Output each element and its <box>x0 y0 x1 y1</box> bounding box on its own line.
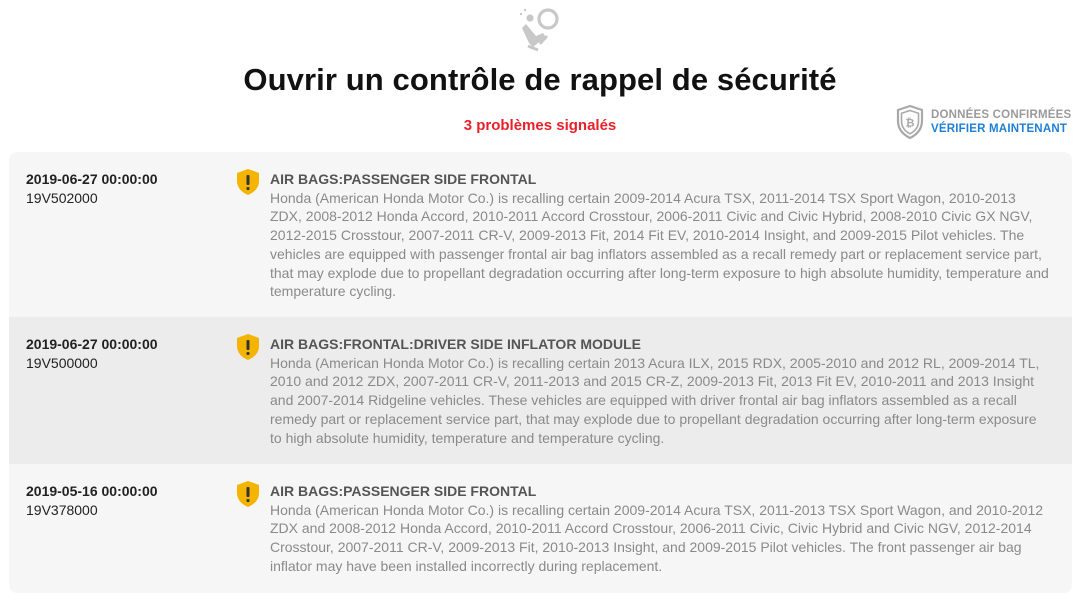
verify-now-link[interactable]: VÉRIFIER MAINTENANT <box>931 123 1068 135</box>
recall-component: AIR BAGS:PASSENGER SIDE FRONTAL <box>270 483 537 499</box>
recall-list <box>9 152 1072 593</box>
recall-row <box>9 317 1072 464</box>
recall-component: AIR BAGS:PASSENGER SIDE FRONTAL <box>270 171 537 187</box>
recall-date: 2019-06-27 00:00:00 <box>26 171 158 187</box>
recall-details <box>270 335 1050 447</box>
recall-campaign-number: 19V378000 <box>26 502 98 518</box>
recall-campaign-number: 19V500000 <box>26 355 98 371</box>
recall-details <box>270 170 1050 301</box>
recall-date: 2019-05-16 00:00:00 <box>26 483 158 499</box>
recall-summary: Honda (American Honda Motor Co.) is recalling certain 2009-2014 Acura TSX, 2011-2013 TSX Sport Wagon, and 2010-2012 ZDX and 2008-2012 Honda Accord, 2010-2011 Accord Crosstour, 2006-2011 Civic, Civic Hybrid and Civic NGV, 2012-2014 Crosstour, 2007-2011 CR-V, 2009-2013 Fit, 2010-2013 Insight, and 2009-2015 Pilot vehicles. The front passenger air bag inflator may have been installed incorrectly during replacement. <box>270 501 1044 574</box>
recall-component: AIR BAGS:FRONTAL:DRIVER SIDE INFLATOR MODULE <box>270 336 641 352</box>
issue-count: 3 problèmes signalés <box>463 117 617 134</box>
recall-summary: Honda (American Honda Motor Co.) is recalling certain 2013 Acura ILX, 2015 RDX, 2005-2010 and 2012 RL, 2009-2014 TL, 2010 and 2012 ZDX, 2007-2011 CR-V, 2011-2013 and 2015 CR-Z, 2009-2013 Fit, 2013 Fit EV, 2010-2011 and 2013 Insight and 2007-2014 Ridgeline vehicles. These vehicles are equipped with driver frontal air bag inflators assembled as a recall remedy part or replacement service part, that may explode due to propellant degradation occurring after long-term exposure to high absolute humidity, temperature and temperature cycling. <box>270 354 1040 446</box>
warning-shield-icon <box>236 168 260 196</box>
recall-meta <box>26 335 158 373</box>
svg-text:₿: ₿ <box>905 116 915 130</box>
recall-campaign-number: 19V502000 <box>26 190 98 206</box>
recall-row <box>9 152 1072 317</box>
shield-bitcoin-icon <box>895 104 925 140</box>
recall-summary: Honda (American Honda Motor Co.) is recalling certain 2009-2014 Acura TSX, 2011-2014 TSX Sport Wagon, 2010-2013 ZDX, 2008-2012 Honda Accord, 2010-2011 Accord Crosstour, 2006-2011 Civic and Civic Hybrid, 2008-2010 Civic GX NGV, 2012-2015 Crosstour, 2007-2011 CR-V, 2009-2013 Fit, 2014 Fit EV, 2010-2014 Insight, and 2009-2015 Pilot vehicles. The vehicles are equipped with passenger frontal air bag inflators assembled as a recall remedy part or replacement service part, that may explode due to propellant degradation occurring after long-term exposure to high absolute humidity, temperature and temperature cycling. <box>270 189 1049 300</box>
recall-meta <box>26 482 158 520</box>
recall-date: 2019-06-27 00:00:00 <box>26 336 158 352</box>
page-header <box>0 0 1080 150</box>
page-title: Ouvrir un contrôle de rappel de sécurité <box>243 62 837 97</box>
recall-meta <box>26 170 158 208</box>
recall-row <box>9 464 1072 593</box>
verify-badge-label: DONNÉES CONFIRMÉES <box>931 109 1072 121</box>
warning-shield-icon <box>236 480 260 508</box>
verify-now-button[interactable] <box>895 103 1073 141</box>
recall-details <box>270 482 1050 576</box>
warning-shield-icon <box>236 333 260 361</box>
airbag-icon <box>516 6 564 52</box>
